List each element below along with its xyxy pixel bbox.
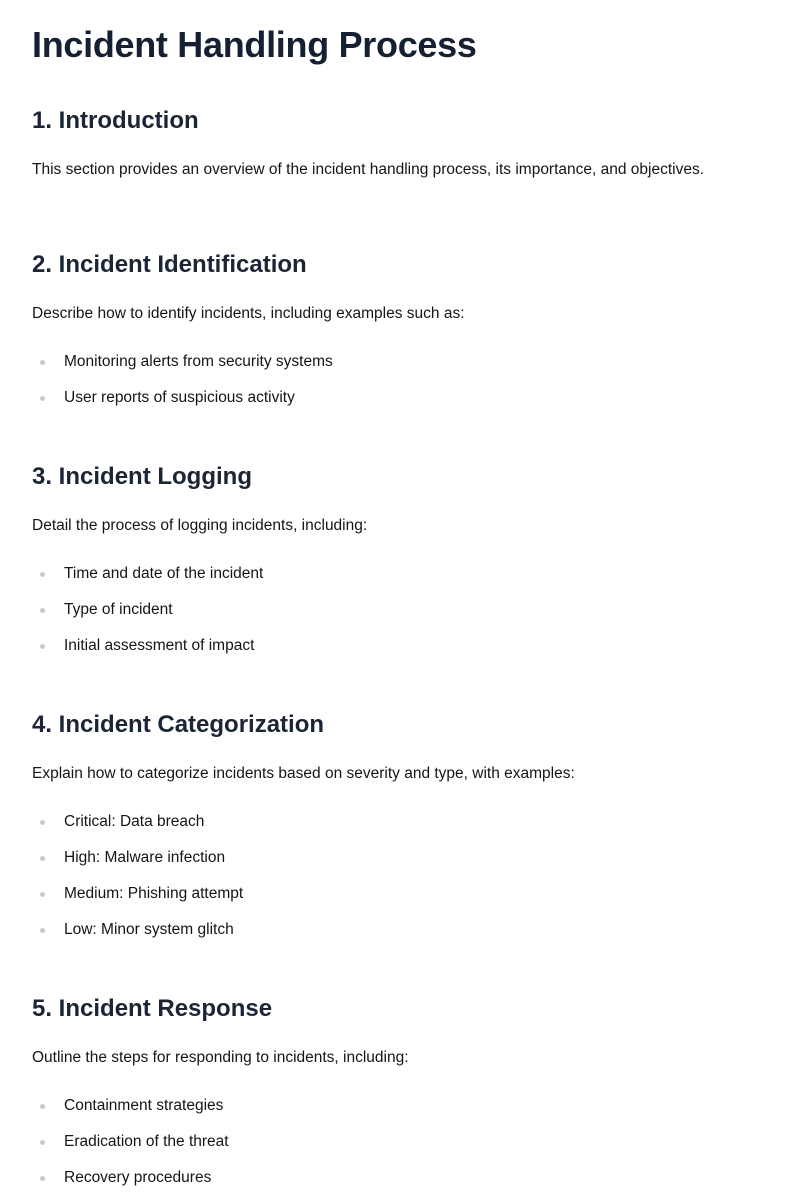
list-item-text: Initial assessment of impact (64, 637, 255, 654)
bullet-list (32, 563, 768, 657)
bullet-icon (40, 1104, 45, 1109)
list-item-text: Containment strategies (64, 1097, 224, 1114)
list-item (32, 635, 768, 657)
section-text: Explain how to categorize incidents based on severity and type, with examples: (32, 765, 575, 782)
list-item (32, 847, 768, 869)
section-heading: 1. Introduction (32, 107, 199, 134)
list-item-text: Recovery procedures (64, 1169, 212, 1186)
section-incident-categorization (32, 709, 768, 941)
list-item (32, 919, 768, 941)
bullet-icon (40, 644, 45, 649)
list-item (32, 599, 768, 621)
section-text: This section provides an overview of the incident handling process, its importance, and objectives. (32, 161, 705, 178)
bullet-list (32, 351, 768, 409)
list-item (32, 1095, 768, 1117)
list-item-text: High: Malware infection (64, 849, 226, 866)
section-heading: 3. Incident Logging (32, 463, 252, 490)
bullet-icon (40, 892, 45, 897)
section-introduction (32, 105, 768, 181)
section-text: Detail the process of logging incidents, including: (32, 517, 368, 534)
list-item-text: Type of incident (64, 601, 173, 618)
list-item (32, 811, 768, 833)
bullet-icon (40, 396, 45, 401)
list-item-text: Time and date of the incident (64, 565, 264, 582)
page-title: Incident Handling Process (32, 24, 477, 65)
section-incident-logging (32, 461, 768, 657)
list-item-text: Medium: Phishing attempt (64, 885, 244, 902)
bullet-list (32, 1095, 768, 1189)
section-heading: 2. Incident Identification (32, 251, 307, 278)
bullet-icon (40, 360, 45, 365)
section-incident-response (32, 993, 768, 1189)
list-item (32, 387, 768, 409)
list-item-text: Monitoring alerts from security systems (64, 353, 333, 370)
list-item (32, 883, 768, 905)
bullet-icon (40, 608, 45, 613)
list-item-text: Critical: Data breach (64, 813, 205, 830)
bullet-icon (40, 820, 45, 825)
list-item (32, 1131, 768, 1153)
list-item-text: Eradication of the threat (64, 1133, 229, 1150)
bullet-icon (40, 1140, 45, 1145)
bullet-list (32, 811, 768, 941)
list-item-text: Low: Minor system glitch (64, 921, 234, 938)
section-heading: 5. Incident Response (32, 995, 273, 1022)
section-heading: 4. Incident Categorization (32, 711, 325, 738)
bullet-icon (40, 1176, 45, 1181)
list-item (32, 351, 768, 373)
list-item (32, 563, 768, 585)
section-text: Describe how to identify incidents, including examples such as: (32, 305, 465, 322)
bullet-icon (40, 928, 45, 933)
list-item-text: User reports of suspicious activity (64, 389, 295, 406)
bullet-icon (40, 856, 45, 861)
section-text: Outline the steps for responding to incidents, including: (32, 1049, 409, 1066)
section-incident-identification (32, 249, 768, 409)
list-item (32, 1167, 768, 1189)
bullet-icon (40, 572, 45, 577)
